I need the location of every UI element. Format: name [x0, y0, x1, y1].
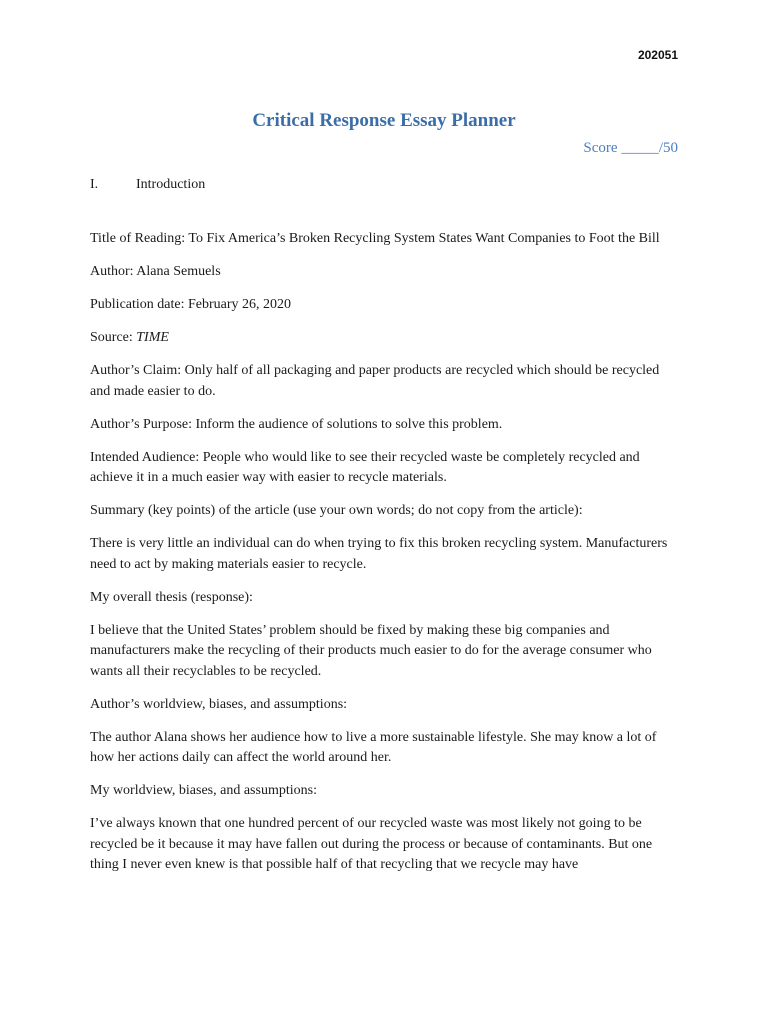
audience-field: Intended Audience: People who would like to see their recycled waste be completely recycled and achieve it in a much easier way with easier to recycle materials. [90, 449, 640, 485]
reading-title-field: Title of Reading: To Fix America’s Broken Recycling System States Want Companies to Foot the Bill [90, 231, 660, 246]
thesis-answer: I believe that the United States’ problem should be fixed by making these big companies and manufacturers make the recycling of their products much easier to do for the average consumer who wants all their recyclables to be recycled. [90, 622, 652, 679]
publication-date-field: Publication date: February 26, 2020 [90, 297, 292, 312]
thesis-prompt: My overall thesis (response): [90, 589, 253, 605]
summary-prompt: Summary (key points) of the article (use your own words; do not copy from the article): [90, 503, 583, 518]
score-line: Score _____/50 [583, 140, 678, 156]
document-id: 202051 [637, 48, 678, 62]
author-worldview-answer: The author Alana shows her audience how to live a more sustainable lifestyle. She may know a lot of how her actions daily can affect the world around her. [90, 729, 657, 765]
source-label: Source: [90, 330, 137, 345]
claim-field: Author’s Claim: Only half of all packaging and paper products are recycled which should be recycled and made easier to do. [90, 363, 660, 399]
section-label: Introduction [136, 177, 206, 192]
summary-answer: There is very little an individual can do when trying to fix this broken recycling system. Manufacturers need to act by making materials easier to recycle. [90, 536, 668, 572]
page-title: Critical Response Essay Planner [252, 110, 516, 131]
planner-body [90, 229, 680, 888]
author-field: Author: Alana Semuels [90, 264, 221, 279]
section-number: I. [90, 177, 99, 192]
source-field [90, 328, 680, 349]
source-value: TIME [136, 330, 169, 345]
section-heading [90, 177, 205, 193]
my-worldview-answer: I’ve always known that one hundred percent of our recycled waste was most likely not going to be recycled be it because it may have fallen out during the process or because of contaminants. But one thing I never even knew is that possible half of that recycling that we recycle may have [90, 816, 653, 872]
author-worldview-prompt: Author’s worldview, biases, and assumptions: [90, 696, 348, 712]
my-worldview-prompt: My worldview, biases, and assumptions: [90, 783, 317, 798]
purpose-field: Author’s Purpose: Inform the audience of solutions to solve this problem. [90, 416, 503, 432]
